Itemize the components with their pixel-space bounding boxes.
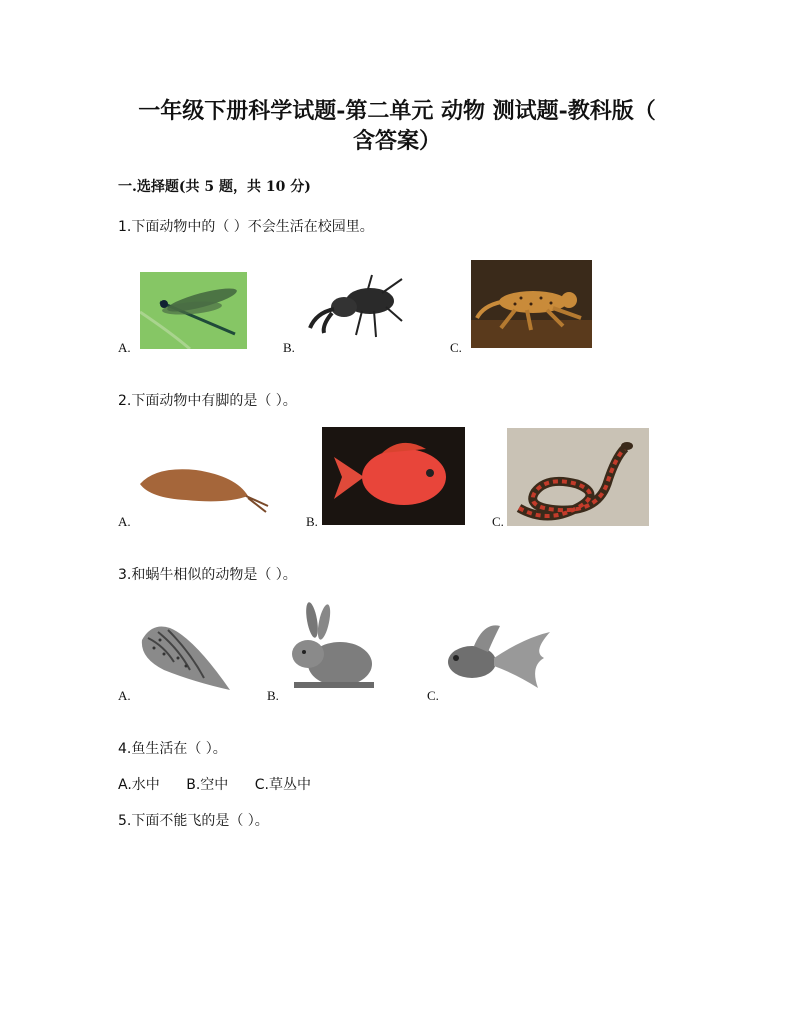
q4-options [118,774,333,794]
q1-option-b-label: B. [283,340,295,355]
q4-option-a: A.水中 [118,777,160,793]
q1-option-a-label: A. [118,340,131,355]
q4-option-b: B.空中 [186,777,229,793]
q4-option-c: C.草丛中 [254,777,311,793]
snake-image [507,428,649,526]
title-line-1: 一年级下册科学试题-第二单元 动物 测试题-教科版（ [138,98,656,124]
question-3-text: 3.和蜗牛相似的动物是（ ）。 [118,567,297,583]
q3-option-c-label: C. [427,688,439,703]
slug-image [136,458,274,518]
sea-shell-image [134,618,232,692]
goldfish-image [444,618,554,692]
section-heading: 一.选择题(共 5 题，共 10 分) [118,179,311,195]
rabbit-image [284,602,382,694]
question-4-text: 4.鱼生活在（ ）。 [118,741,227,757]
q2-option-c-label: C. [492,514,504,529]
dragonfly-image [140,272,247,349]
red-fish-image [322,427,465,525]
q2-option-a-label: A. [118,514,131,529]
title-line-2: 含答案） [352,128,441,154]
q1-option-c-label: C. [450,340,462,355]
cheetah-image [471,260,592,348]
question-2-text: 2.下面动物中有脚的是（ ）。 [118,393,297,409]
q2-option-b-label: B. [306,514,318,529]
question-5-text: 5.下面不能飞的是（ ）。 [118,813,269,829]
question-1-text: 1.下面动物中的（ ）不会生活在校园里。 [118,219,374,235]
q3-option-a-label: A. [118,688,131,703]
page-title [100,96,694,156]
stag-beetle-image [302,273,412,348]
q3-option-b-label: B. [267,688,279,703]
